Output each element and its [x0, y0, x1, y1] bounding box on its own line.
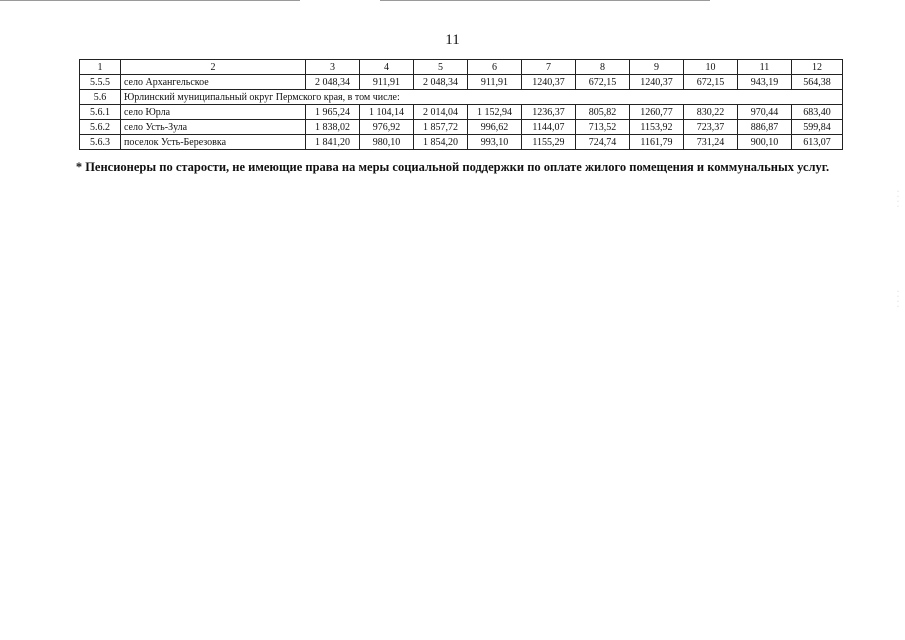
- table-row: [80, 105, 843, 120]
- column-header: 7: [522, 60, 576, 75]
- section-title: Юрлинский муниципальный округ Пермского края, в том числе:: [121, 90, 843, 105]
- column-header: 3: [306, 60, 360, 75]
- row-code: 5.6.1: [80, 105, 121, 120]
- scan-artifact-marks: · · · ·: [897, 289, 899, 310]
- table-section-row: [80, 90, 843, 105]
- table-cell: 2 048,34: [414, 75, 468, 90]
- table-cell: 1260,77: [630, 105, 684, 120]
- table-cell: 1 152,94: [468, 105, 522, 120]
- scan-edge-line: [380, 0, 710, 1]
- table-row: [80, 120, 843, 135]
- column-header: 12: [792, 60, 843, 75]
- column-header: 4: [360, 60, 414, 75]
- footnote: * Пенсионеры по старости, не имеющие права на меры социальной поддержки по оплате жилого помещения и коммунальных услуг.: [75, 160, 830, 174]
- column-header: 10: [684, 60, 738, 75]
- column-header: 11: [738, 60, 792, 75]
- table-cell: 1 854,20: [414, 135, 468, 150]
- table-cell: 599,84: [792, 120, 843, 135]
- column-header: 5: [414, 60, 468, 75]
- table-cell: 911,91: [468, 75, 522, 90]
- table-cell: 2 014,04: [414, 105, 468, 120]
- settlement-name: село Юрла: [121, 105, 306, 120]
- column-header: 2: [121, 60, 306, 75]
- page-number: 11: [445, 32, 460, 48]
- table-cell: 970,44: [738, 105, 792, 120]
- table-cell: 564,38: [792, 75, 843, 90]
- table-cell: 1240,37: [522, 75, 576, 90]
- table-cell: 1240,37: [630, 75, 684, 90]
- table-cell: 1155,29: [522, 135, 576, 150]
- table-cell: 996,62: [468, 120, 522, 135]
- table-cell: 613,07: [792, 135, 843, 150]
- table-cell: 1 857,72: [414, 120, 468, 135]
- table-cell: 723,37: [684, 120, 738, 135]
- column-header: 8: [576, 60, 630, 75]
- table-cell: 830,22: [684, 105, 738, 120]
- row-code: 5.5.5: [80, 75, 121, 90]
- table-cell: 713,52: [576, 120, 630, 135]
- table-cell: 993,10: [468, 135, 522, 150]
- table-cell: 683,40: [792, 105, 843, 120]
- table-cell: 1 965,24: [306, 105, 360, 120]
- column-header: 9: [630, 60, 684, 75]
- scan-edge-line: [0, 0, 300, 1]
- table-cell: 1 104,14: [360, 105, 414, 120]
- row-code: 5.6: [80, 90, 121, 105]
- table-cell: 1236,37: [522, 105, 576, 120]
- settlement-name: село Архангельское: [121, 75, 306, 90]
- table-cell: 900,10: [738, 135, 792, 150]
- table-cell: 1 841,20: [306, 135, 360, 150]
- table-row: [80, 75, 843, 90]
- table-cell: 724,74: [576, 135, 630, 150]
- table-cell: 1153,92: [630, 120, 684, 135]
- table-cell: 805,82: [576, 105, 630, 120]
- table-cell: 911,91: [360, 75, 414, 90]
- table-cell: 980,10: [360, 135, 414, 150]
- table-cell: 943,19: [738, 75, 792, 90]
- row-code: 5.6.2: [80, 120, 121, 135]
- table-cell: 672,15: [684, 75, 738, 90]
- table-row: [80, 135, 843, 150]
- table-cell: 1 838,02: [306, 120, 360, 135]
- column-header: 1: [80, 60, 121, 75]
- table-cell: 731,24: [684, 135, 738, 150]
- table-cell: 1161,79: [630, 135, 684, 150]
- table-cell: 2 048,34: [306, 75, 360, 90]
- row-code: 5.6.3: [80, 135, 121, 150]
- table-cell: 1144,07: [522, 120, 576, 135]
- table-cell: 886,87: [738, 120, 792, 135]
- tariff-table: [79, 59, 843, 150]
- scan-artifact-marks: · · · ·: [897, 189, 899, 210]
- settlement-name: село Усть-Зула: [121, 120, 306, 135]
- table-cell: 672,15: [576, 75, 630, 90]
- table-header-row: [80, 60, 843, 75]
- table-cell: 976,92: [360, 120, 414, 135]
- column-header: 6: [468, 60, 522, 75]
- settlement-name: поселок Усть-Березовка: [121, 135, 306, 150]
